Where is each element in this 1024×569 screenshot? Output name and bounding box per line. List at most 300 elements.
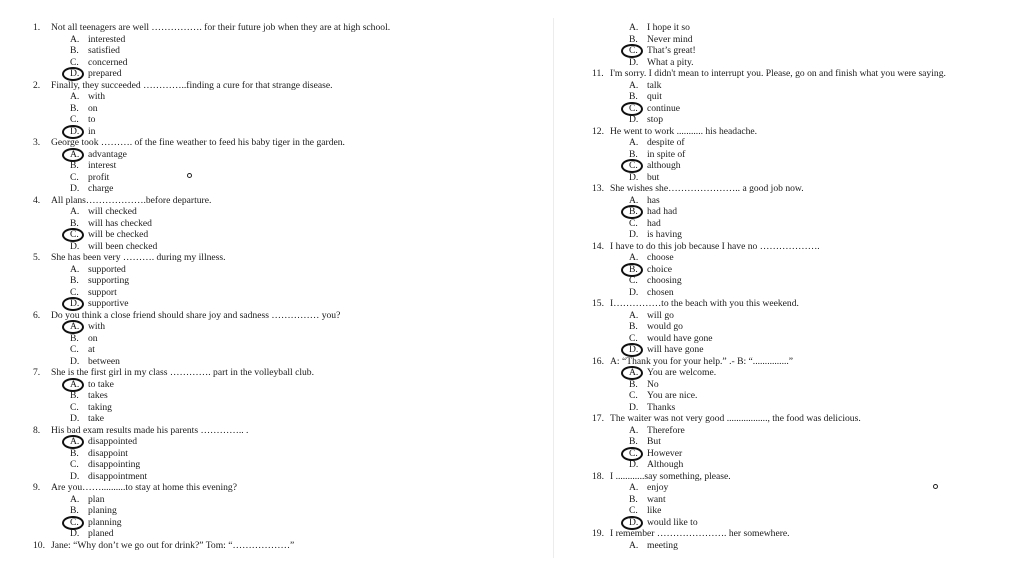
answer-option: [592, 149, 1012, 161]
answer-option: [33, 413, 533, 425]
question-number: 2.: [33, 79, 41, 91]
option-letter: A.: [70, 148, 80, 160]
option-text: take: [88, 413, 104, 424]
answer-option: [592, 160, 1012, 172]
option-text: satisfied: [88, 45, 120, 56]
answer-option: [592, 321, 1012, 333]
option-letter: A.: [70, 263, 80, 275]
answer-option: [592, 505, 1012, 517]
option-letter: A.: [629, 309, 639, 321]
option-text: would go: [647, 321, 683, 332]
option-text: talk: [647, 79, 662, 91]
option-text: on: [88, 332, 98, 344]
option-letter: C.: [629, 505, 638, 516]
option-letter: D.: [70, 413, 80, 424]
question-stem: George took ………. of the fine weather to feed his baby tiger in the garden.: [51, 137, 345, 148]
answer-option: [592, 264, 1012, 276]
option-letter: A.: [629, 252, 639, 263]
option-letter: A.: [629, 194, 639, 206]
option-letter: C.: [70, 229, 79, 240]
option-text: planed: [88, 528, 114, 539]
option-text: will has checked: [88, 217, 152, 229]
answer-option: [33, 229, 533, 241]
answer-option: [33, 68, 533, 80]
answer-option: [33, 333, 533, 345]
option-letter: B.: [70, 505, 79, 516]
option-text: I hope it so: [647, 22, 690, 33]
option-text: supported: [88, 263, 126, 275]
option-text: will been checked: [88, 240, 158, 252]
question-block: [33, 195, 533, 253]
question-number: 16.: [592, 355, 604, 367]
option-letter: D.: [629, 56, 639, 68]
answer-option: [592, 367, 1012, 379]
answer-option: [33, 344, 533, 356]
option-text: would like to: [647, 516, 698, 528]
question-line: [33, 540, 533, 552]
answer-option: [33, 45, 533, 57]
question-block: [592, 298, 1012, 356]
option-text: will go: [647, 309, 674, 321]
option-letter: B.: [70, 447, 79, 459]
question-stem: I'm sorry. I didn't mean to interrupt you. Please, go on and finish what you were saying.: [610, 68, 946, 79]
question-number: 9.: [33, 482, 41, 493]
question-stem: The waiter was not very good ................., the food was delicious.: [610, 413, 861, 424]
option-letter: B.: [70, 45, 79, 56]
question-number: 10.: [33, 539, 45, 551]
option-text: concerned: [88, 56, 128, 68]
option-text: Therefore: [647, 424, 685, 436]
answer-option: [33, 34, 533, 46]
option-text: is having: [647, 229, 682, 240]
question-block: [33, 252, 533, 310]
option-letter: C.: [70, 56, 79, 68]
option-letter: A.: [629, 539, 639, 551]
option-letter: A.: [70, 206, 80, 217]
column-divider: [553, 18, 554, 558]
question-number: 4.: [33, 194, 41, 206]
option-text: quit: [647, 91, 662, 102]
option-text: What a pity.: [647, 56, 694, 68]
option-text: between: [88, 355, 120, 367]
question-number: 17.: [592, 413, 604, 424]
question-number: 11.: [592, 68, 604, 79]
option-letter: C.: [70, 344, 79, 355]
option-letter: D.: [70, 298, 80, 309]
answer-option: [33, 241, 533, 253]
question-line: [33, 367, 533, 379]
option-text: but: [647, 171, 660, 183]
option-text: However: [647, 447, 683, 459]
answer-option: [592, 436, 1012, 448]
answer-option: [592, 195, 1012, 207]
option-text: despite of: [647, 137, 685, 148]
option-letter: D.: [629, 401, 639, 413]
question-number: 3.: [33, 137, 41, 148]
answer-option: [592, 482, 1012, 494]
option-letter: B.: [70, 390, 79, 401]
option-text: meeting: [647, 539, 678, 551]
option-text: although: [647, 160, 681, 171]
option-letter: C.: [629, 332, 638, 344]
option-letter: A.: [70, 321, 80, 332]
answer-option: [33, 390, 533, 402]
option-letter: C.: [70, 114, 79, 125]
question-number: 5.: [33, 252, 41, 263]
option-letter: D.: [70, 183, 80, 194]
option-text: prepared: [88, 68, 122, 79]
option-letter: C.: [629, 45, 638, 56]
option-text: in: [88, 125, 96, 137]
option-letter: D.: [629, 229, 639, 240]
question-line: [33, 195, 533, 207]
answer-option: [592, 494, 1012, 506]
answer-option: [592, 172, 1012, 184]
answer-option: [33, 172, 533, 184]
option-text: with: [88, 91, 106, 102]
answer-option: [33, 517, 533, 529]
answer-option: [33, 448, 533, 460]
question-block: [592, 413, 1012, 471]
answer-option: [33, 183, 533, 195]
question-line: [592, 413, 1012, 425]
option-text: will be checked: [88, 229, 149, 240]
option-letter: B.: [70, 275, 79, 286]
option-text: charge: [88, 183, 114, 194]
answer-option: [33, 160, 533, 172]
question-block: [33, 540, 533, 552]
stray-dot-mark: [187, 173, 192, 178]
question-block: [592, 68, 1012, 126]
option-text: Although: [647, 459, 684, 470]
question-stem: I remember …………………. her somewhere.: [610, 528, 790, 539]
answer-option: [592, 425, 1012, 437]
question-block: [592, 22, 1012, 68]
option-text: at: [88, 344, 95, 355]
option-letter: A.: [629, 22, 639, 33]
option-text: planing: [88, 505, 117, 516]
option-letter: A.: [70, 33, 80, 45]
option-text: disappointment: [88, 470, 148, 482]
question-block: [33, 367, 533, 425]
option-text: disappointed: [88, 436, 138, 447]
stray-dot-mark: [933, 484, 938, 489]
answer-option: [592, 34, 1012, 46]
option-letter: A.: [70, 436, 80, 447]
answer-option: [33, 206, 533, 218]
answer-option: [592, 390, 1012, 402]
option-text: had: [647, 217, 661, 229]
question-line: [592, 241, 1012, 253]
answer-option: [33, 298, 533, 310]
question-block: [33, 425, 533, 483]
answer-option: [33, 402, 533, 414]
answer-option: [33, 57, 533, 69]
option-letter: C.: [629, 160, 638, 171]
option-letter: B.: [629, 263, 638, 275]
question-number: 8.: [33, 424, 41, 436]
answer-option: [592, 344, 1012, 356]
question-number: 19.: [592, 528, 604, 539]
answer-option: [592, 448, 1012, 460]
answer-option: [592, 540, 1012, 552]
option-text: advantage: [88, 148, 127, 160]
option-text: But: [647, 436, 661, 447]
answer-option: [33, 287, 533, 299]
answer-option: [592, 252, 1012, 264]
question-line: [592, 528, 1012, 540]
answer-option: [33, 91, 533, 103]
option-letter: D.: [629, 114, 639, 125]
option-text: You are welcome.: [647, 367, 717, 378]
question-stem: She wishes she………………….. a good job now.: [610, 183, 804, 194]
option-letter: D.: [629, 344, 639, 355]
option-text: interested: [88, 33, 126, 45]
option-text: like: [647, 505, 662, 516]
option-text: continue: [647, 102, 681, 114]
answer-option: [33, 379, 533, 391]
answer-option: [592, 333, 1012, 345]
option-letter: B.: [629, 33, 638, 45]
question-stem: Jane: “Why don’t we go out for drink?” Tom: “………………”: [51, 539, 295, 551]
option-letter: A.: [629, 424, 639, 436]
question-stem: His bad exam results made his parents ………….. .: [51, 424, 249, 436]
answer-option: [592, 80, 1012, 92]
option-letter: B.: [629, 91, 638, 102]
option-letter: A.: [70, 493, 80, 505]
question-stem: She is the first girl in my class …………. part in the volleyball club.: [51, 367, 314, 378]
question-line: [592, 298, 1012, 310]
question-line: [592, 356, 1012, 368]
option-text: in spite of: [647, 148, 686, 160]
question-stem: Are you……..........to stay at home this evening?: [51, 482, 237, 493]
question-number: 7.: [33, 367, 41, 378]
option-text: has: [647, 194, 660, 206]
option-letter: C.: [629, 447, 638, 459]
option-letter: D.: [70, 240, 80, 252]
answer-option: [33, 505, 533, 517]
question-line: [33, 80, 533, 92]
option-text: supportive: [88, 298, 129, 309]
option-letter: D.: [629, 459, 639, 470]
question-line: [33, 137, 533, 149]
answer-option: [592, 275, 1012, 287]
question-number: 1.: [33, 22, 41, 33]
option-text: Never mind: [647, 33, 693, 45]
answer-option: [33, 103, 533, 115]
question-number: 15.: [592, 298, 604, 309]
left-column: [33, 22, 533, 551]
answer-option: [592, 229, 1012, 241]
answer-option: [33, 528, 533, 540]
question-stem: He went to work ........... his headache.: [610, 125, 758, 137]
answer-option: [592, 22, 1012, 34]
answer-option: [592, 310, 1012, 322]
option-text: to take: [88, 378, 114, 390]
option-letter: B.: [70, 160, 79, 171]
answer-option: [592, 218, 1012, 230]
question-number: 14.: [592, 240, 604, 252]
answer-option: [592, 517, 1012, 529]
question-number: 18.: [592, 470, 604, 482]
option-text: supporting: [88, 275, 130, 286]
question-line: [592, 68, 1012, 80]
option-letter: D.: [70, 528, 80, 539]
question-block: [33, 137, 533, 195]
answer-option: [592, 402, 1012, 414]
option-text: will checked: [88, 206, 137, 217]
option-letter: A.: [629, 482, 639, 493]
answer-option: [592, 45, 1012, 57]
option-letter: C.: [629, 217, 638, 229]
question-block: [592, 356, 1012, 414]
option-text: with: [88, 321, 106, 332]
option-letter: C.: [70, 171, 79, 183]
answer-option: [33, 275, 533, 287]
option-letter: D.: [629, 516, 639, 528]
option-text: disappointing: [88, 459, 141, 470]
answer-option: [592, 459, 1012, 471]
option-text: You are nice.: [647, 390, 698, 401]
option-text: Thanks: [647, 401, 676, 413]
option-letter: C.: [629, 102, 638, 114]
answer-option: [33, 149, 533, 161]
question-block: [33, 482, 533, 540]
option-text: had had: [647, 206, 678, 217]
question-block: [592, 528, 1012, 551]
option-letter: B.: [629, 206, 638, 217]
option-letter: D.: [629, 171, 639, 183]
option-letter: A.: [629, 137, 639, 148]
question-stem: All plans……………….before departure.: [51, 194, 212, 206]
question-block: [33, 310, 533, 368]
answer-option: [592, 379, 1012, 391]
answer-option: [33, 494, 533, 506]
option-text: support: [88, 286, 117, 298]
question-line: [33, 22, 533, 34]
question-line: [33, 252, 533, 264]
option-text: want: [647, 493, 666, 505]
option-letter: C.: [70, 286, 79, 298]
answer-option: [33, 218, 533, 230]
option-letter: D.: [629, 286, 639, 298]
question-number: 6.: [33, 309, 41, 321]
question-block: [592, 241, 1012, 299]
option-letter: A.: [629, 367, 639, 378]
option-text: profit: [88, 171, 110, 183]
option-text: takes: [88, 390, 108, 401]
question-stem: She has been very ………. during my illness.: [51, 252, 226, 263]
option-text: That’s great!: [647, 45, 696, 56]
question-stem: I have to do this job because I have no ……………….: [610, 240, 820, 252]
question-line: [592, 471, 1012, 483]
option-letter: C.: [70, 516, 79, 528]
option-text: stop: [647, 114, 663, 125]
question-stem: A: “Thank you for your help.” .- B: “...............”: [610, 355, 794, 367]
answer-option: [33, 356, 533, 368]
option-letter: C.: [629, 275, 638, 286]
option-letter: D.: [70, 125, 80, 137]
option-text: chosen: [647, 286, 674, 298]
option-letter: A.: [629, 79, 639, 91]
answer-option: [33, 436, 533, 448]
option-letter: B.: [70, 332, 79, 344]
answer-option: [592, 103, 1012, 115]
option-text: enjoy: [647, 482, 669, 493]
option-text: No: [647, 378, 659, 390]
question-line: [592, 183, 1012, 195]
question-number: 12.: [592, 125, 604, 137]
option-letter: C.: [70, 459, 79, 470]
option-text: interest: [88, 160, 117, 171]
question-number: 13.: [592, 183, 604, 194]
question-line: [33, 310, 533, 322]
answer-option: [33, 126, 533, 138]
option-letter: A.: [70, 91, 80, 102]
option-letter: B.: [70, 102, 79, 114]
question-block: [33, 22, 533, 80]
question-line: [592, 126, 1012, 138]
answer-option: [33, 459, 533, 471]
option-text: would have gone: [647, 332, 713, 344]
question-stem: Do you think a close friend should share joy and sadness …………… you?: [51, 309, 341, 321]
option-letter: D.: [70, 68, 80, 79]
answer-option: [33, 471, 533, 483]
answer-option: [592, 206, 1012, 218]
option-letter: B.: [70, 217, 79, 229]
option-letter: D.: [70, 355, 80, 367]
option-letter: B.: [629, 436, 638, 447]
answer-option: [592, 287, 1012, 299]
question-stem: I……………to the beach with you this weekend.: [610, 298, 799, 309]
option-text: disappoint: [88, 447, 128, 459]
question-stem: I ............say something, please.: [610, 470, 731, 482]
option-text: to: [88, 114, 96, 125]
answer-option: [33, 264, 533, 276]
option-letter: B.: [629, 148, 638, 160]
option-letter: B.: [629, 493, 638, 505]
question-stem: Not all teenagers are well ……………. for their future job when they are at high school.: [51, 22, 391, 33]
answer-option: [33, 114, 533, 126]
answer-option: [592, 114, 1012, 126]
question-block: [592, 471, 1012, 529]
option-text: planning: [88, 516, 122, 528]
option-text: choosing: [647, 275, 682, 286]
option-text: choose: [647, 252, 674, 263]
question-line: [33, 482, 533, 494]
answer-option: [592, 57, 1012, 69]
option-letter: C.: [70, 401, 79, 413]
answer-option: [592, 137, 1012, 149]
option-letter: B.: [629, 321, 638, 332]
right-column: [592, 22, 1012, 551]
question-block: [592, 183, 1012, 241]
option-text: choice: [647, 263, 673, 275]
question-stem: Finally, they succeeded …………..finding a cure for that strange disease.: [51, 79, 333, 91]
option-text: taking: [88, 401, 112, 413]
question-block: [592, 126, 1012, 184]
answer-option: [592, 91, 1012, 103]
option-letter: D.: [70, 470, 80, 482]
answer-option: [33, 321, 533, 333]
option-text: plan: [88, 493, 105, 505]
option-letter: A.: [70, 378, 80, 390]
option-text: will have gone: [647, 344, 704, 355]
option-letter: C.: [629, 390, 638, 401]
question-block: [33, 80, 533, 138]
option-text: on: [88, 102, 98, 114]
option-letter: B.: [629, 378, 638, 390]
